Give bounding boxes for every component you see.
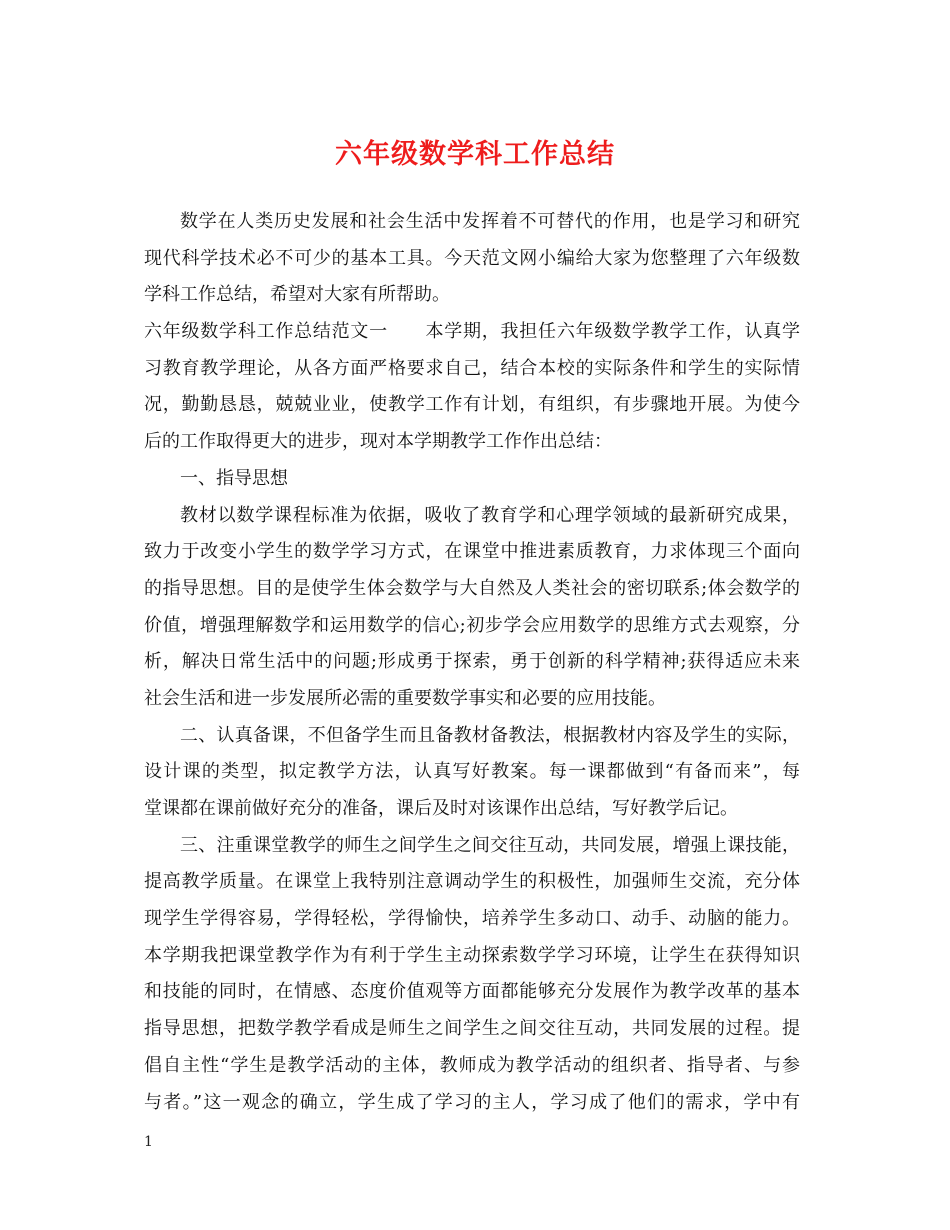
body-line: 一、指导思想 [180,467,288,489]
body-line: 析，解决日常生活中的问题;形成勇于探索，勇于创新的科学精神;获得适应未来 [144,651,800,673]
body-line: 三、注重课堂教学的师生之间学生之间交往互动，共同发展，增强上课技能， [180,834,800,856]
body-line: 习教育教学理论，从各方面严格要求自己，结合本校的实际条件和学生的实际情 [144,357,800,379]
document-body [144,204,800,1121]
body-line: 与者。”这一观念的确立，学生成了学习的主人，学习成了他们的需求，学中有 [144,1091,800,1113]
body-line: 指导思想，把数学教学看成是师生之间学生之间交往互动，共同发展的过程。提 [144,1018,800,1040]
body-line: 教材以数学课程标准为依据，吸收了教育学和心理学领域的最新研究成果， [180,504,800,526]
page-number: 1 [144,1134,153,1150]
body-line: 本学期我把课堂教学作为有利于学生主动探索数学学习环境，让学生在获得知识 [144,944,800,966]
body-line: 后的工作取得更大的进步，现对本学期教学工作作出总结： [144,431,612,453]
body-line: 二、认真备课，不但备学生而且备教材备教法，根据教材内容及学生的实际， [180,724,800,746]
body-line: 况，勤勤恳恳，兢兢业业，使教学工作有计划，有组织，有步骤地开展。为使今 [144,394,800,416]
body-line: 提高教学质量。在课堂上我特别注意调动学生的积极性，加强师生交流，充分体 [144,871,800,893]
body-line: 设计课的类型，拟定教学方法，认真写好教案。每一课都做到“有备而来”，每 [144,761,800,783]
body-line: 社会生活和进一步发展所必需的重要数学事实和必要的应用技能。 [144,687,666,709]
body-line: 堂课都在课前做好充分的准备，课后及时对该课作出总结，写好教学后记。 [144,798,738,819]
document-title: 六年级数学科工作总结 [335,139,615,170]
body-line: 现学生学得容易，学得轻松，学得愉快，培养学生多动口、动手、动脑的能力。 [144,908,800,930]
body-line: 倡自主性“学生是教学活动的主体，教师成为教学活动的组织者、指导者、与参 [144,1054,800,1076]
body-line: 和技能的同时，在情感、态度价值观等方面都能够充分发展作为教学改革的基本 [144,981,800,1003]
body-line: 致力于改变小学生的数学学习方式，在课堂中推进素质教育，力求体现三个面向 [144,541,800,563]
body-line: 价值，增强理解数学和运用数学的信心;初步学会应用数学的思维方式去观察，分 [144,614,800,636]
body-line: 数学在人类历史发展和社会生活中发挥着不可替代的作用，也是学习和研究 [180,211,800,232]
body-line: 学科工作总结，希望对大家有所帮助。 [144,284,450,306]
body-line: 的指导思想。目的是使学生体会数学与大自然及人类社会的密切联系;体会数学的 [144,577,800,599]
body-line: 六年级数学科工作总结范文一 本学期，我担任六年级数学教学工作，认真学 [144,321,800,343]
body-line: 现代科学技术必不可少的基本工具。今天范文网小编给大家为您整理了六年级数 [144,247,800,269]
